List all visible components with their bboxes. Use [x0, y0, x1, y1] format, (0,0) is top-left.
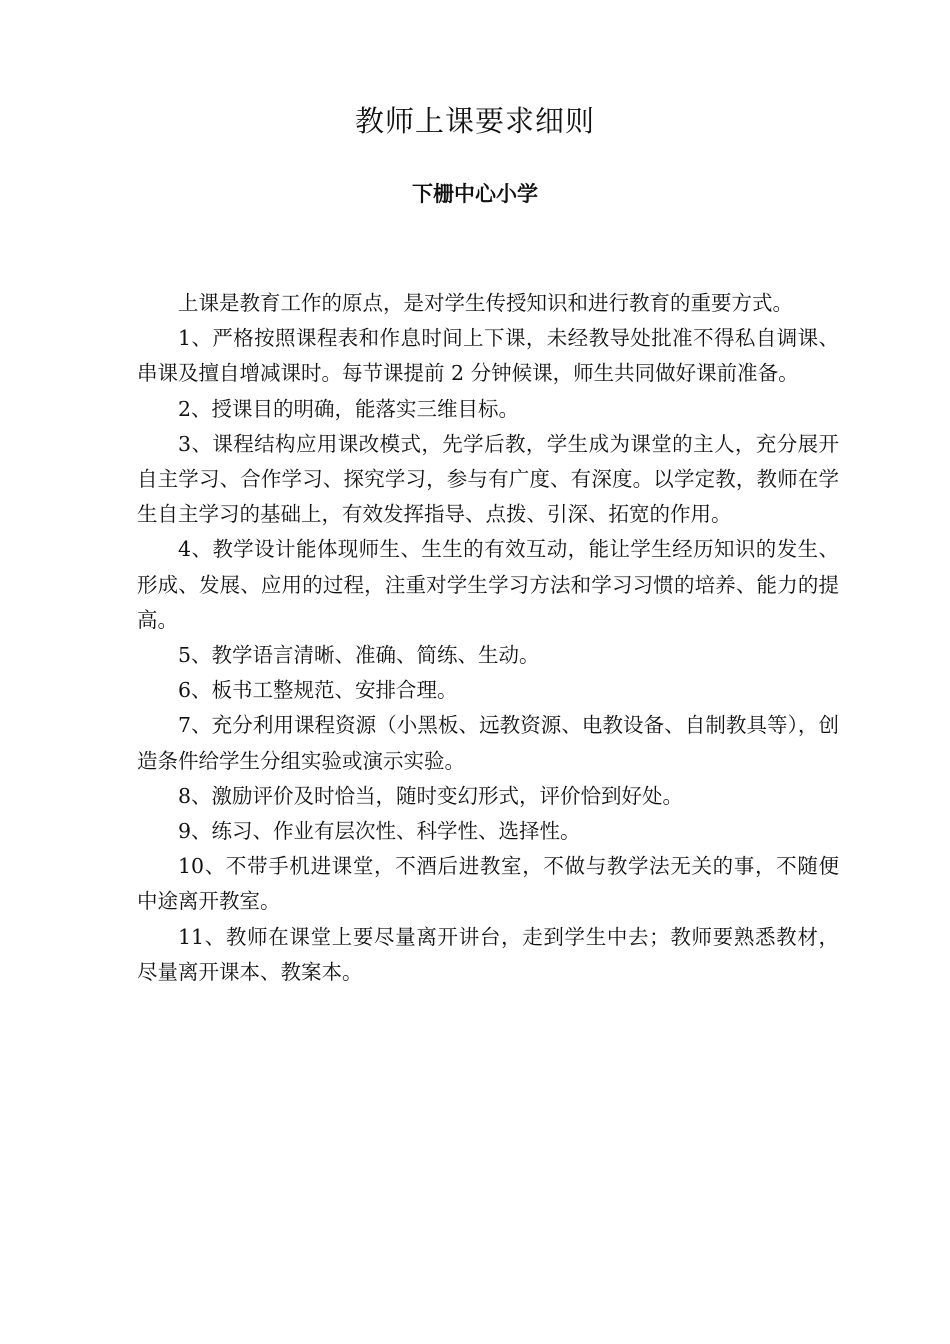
document-title: 教师上课要求细则	[354, 104, 595, 138]
rule-8: 8、激励评价及时恰当，随时变幻形式，评价恰到好处。	[178, 783, 684, 808]
rule-10: 10、不带手机进课堂，不酒后进教室，不做与教学法无关的事，不随便中途离开教室。	[137, 854, 839, 914]
paragraph-intro: 上课是教育工作的原点，是对学生传授知识和进行教育的重要方式。	[178, 291, 793, 315]
document-subtitle: 下栅中心小学	[412, 182, 538, 206]
rule-1: 1、严格按照课程表和作息时间上下课，未经教导处批准不得私自调课、串课及擅自增减课时。每节课提前 2 分钟候课，师生共同做好课前准备。	[137, 326, 839, 386]
rule-3: 3、课程结构应用课改模式，先学后教，学生成为课堂的主人，充分展开自主学习、合作学习、探究学习，参与有广度、有深度。以学定教，教师在学生自主学习的基础上，有效发挥指导、点拨、引深、拓宽的作用。	[137, 431, 839, 527]
rule-2: 2、授课目的明确，能落实三维目标。	[178, 396, 520, 421]
rule-6: 6、板书工整规范、安排合理。	[178, 678, 458, 703]
rule-4: 4、教学设计能体现师生、生生的有效互动，能让学生经历知识的发生、形成、发展、应用的过程，注重对学生学习方法和学习习惯的培养、能力的提高。	[137, 537, 839, 632]
document-body	[137, 286, 839, 990]
rule-7: 7、充分利用课程资源（小黑板、远教资源、电教设备、自制教具等），创造条件给学生分组实验或演示实验。	[137, 713, 839, 773]
rule-9: 9、练习、作业有层次性、科学性、选择性。	[178, 819, 581, 844]
rule-11: 11、教师在课堂上要尽量离开讲台，走到学生中去；教师要熟悉教材，尽量离开课本、教案本。	[137, 924, 839, 984]
rule-5: 5、教学语言清晰、准确、简练、生动。	[178, 643, 540, 668]
